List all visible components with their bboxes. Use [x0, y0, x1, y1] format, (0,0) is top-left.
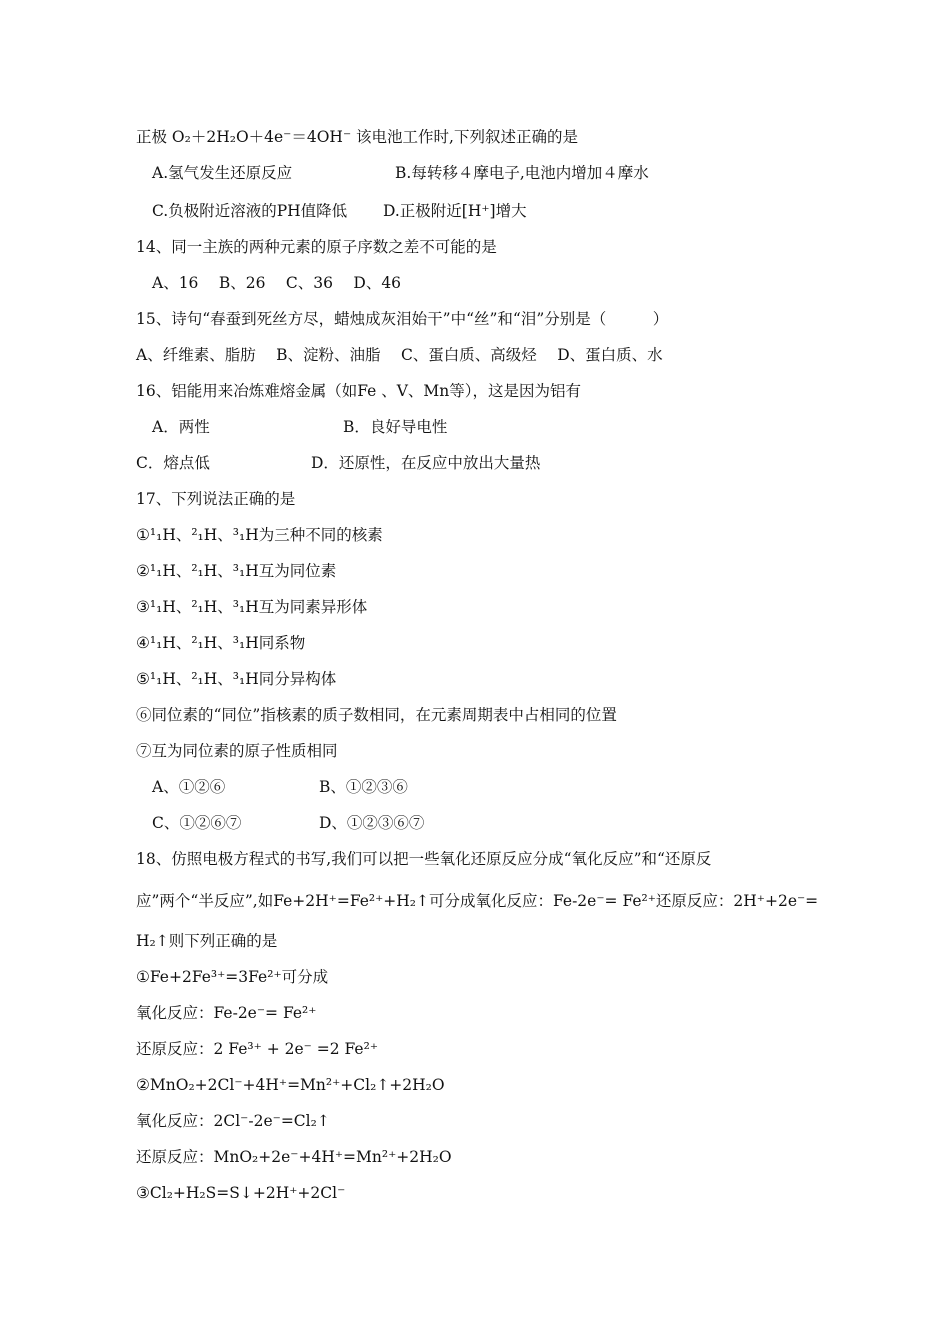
q17-option-c: C、①②⑥⑦ — [152, 814, 242, 832]
q17-stem: 17、下列说法正确的是 — [136, 490, 296, 508]
q14-options: A、16 B、26 C、36 D、46 — [152, 274, 402, 292]
q18-reaction-2-reduction: 还原反应：MnO₂+2e⁻+4H⁺=Mn²⁺+2H₂O — [136, 1148, 452, 1166]
q18-reaction-1-oxidation: 氧化反应：Fe-2e⁻= Fe²⁺ — [136, 1004, 317, 1022]
q18-reaction-2-oxidation: 氧化反应：2Cl⁻-2e⁻=Cl₂↑ — [136, 1112, 330, 1130]
q13-option-b: B.每转移４摩电子,电池内增加４摩水 — [395, 164, 649, 182]
q16-option-c: C．熔点低 — [136, 454, 210, 472]
q13-option-c: C.负极附近溶液的PH值降低 — [152, 202, 348, 220]
q18-reaction-3: ③Cl₂+H₂S=S↓+2H⁺+2Cl⁻ — [136, 1184, 346, 1202]
q16-option-b: B．良好导电性 — [343, 418, 448, 436]
q15-stem: 15、诗句“春蚕到死丝方尽，蜡烛成灰泪始干”中“丝”和“泪”分别是（ ） — [136, 310, 669, 328]
q18-stem-line-3: H₂↑则下列正确的是 — [136, 932, 278, 950]
q14-stem: 14、同一主族的两种元素的原子序数之差不可能的是 — [136, 238, 497, 256]
q16-option-a: A．两性 — [152, 418, 210, 436]
q17-statement-6: ⑥同位素的“同位”指核素的质子数相同，在元素周期表中占相同的位置 — [136, 706, 617, 724]
q18-reaction-1-reduction: 还原反应：2 Fe³⁺ + 2e⁻ =2 Fe²⁺ — [136, 1040, 378, 1058]
q13-option-d: D.正极附近[H⁺]增大 — [383, 202, 527, 220]
q15-options: A、纤维素、脂肪 B、淀粉、油脂 C、蛋白质、高级烃 D、蛋白质、水 — [136, 346, 663, 364]
q16-stem: 16、铝能用来冶炼难熔金属（如Fe 、V、Mn等），这是因为铝有 — [136, 382, 582, 400]
q16-option-d: D．还原性，在反应中放出大量热 — [311, 454, 541, 472]
q13-option-a: A.氢气发生还原反应 — [152, 164, 293, 182]
q17-option-a: A、①②⑥ — [152, 778, 226, 796]
q17-statement-5: ⑤¹₁H、²₁H、³₁H同分异构体 — [136, 670, 337, 688]
q17-statement-3: ③¹₁H、²₁H、³₁H互为同素异形体 — [136, 598, 368, 616]
q17-statement-2: ②¹₁H、²₁H、³₁H互为同位素 — [136, 562, 337, 580]
q17-option-b: B、①②③⑥ — [319, 778, 408, 796]
q18-reaction-2: ②MnO₂+2Cl⁻+4H⁺=Mn²⁺+Cl₂↑+2H₂O — [136, 1076, 445, 1094]
q17-statement-7: ⑦互为同位素的原子性质相同 — [136, 742, 338, 760]
q18-stem-line-1: 18、仿照电极方程式的书写,我们可以把一些氧化还原反应分成“氧化反应”和“还原反 — [136, 850, 712, 868]
q17-statement-1: ①¹₁H、²₁H、³₁H为三种不同的核素 — [136, 526, 383, 544]
q17-option-d: D、①②③⑥⑦ — [319, 814, 425, 832]
q13-line-1: 正极 O₂＋2H₂O＋4e⁻＝4OH⁻ 该电池工作时,下列叙述正确的是 — [136, 128, 578, 146]
q18-reaction-1: ①Fe+2Fe³⁺=3Fe²⁺可分成 — [136, 968, 329, 986]
q17-statement-4: ④¹₁H、²₁H、³₁H同系物 — [136, 634, 306, 652]
q18-stem-line-2: 应”两个“半反应”,如Fe+2H⁺=Fe²⁺+H₂↑可分成氧化反应：Fe-2e⁻= Fe²⁺还原反应：2H⁺+2e⁻= — [136, 892, 819, 910]
